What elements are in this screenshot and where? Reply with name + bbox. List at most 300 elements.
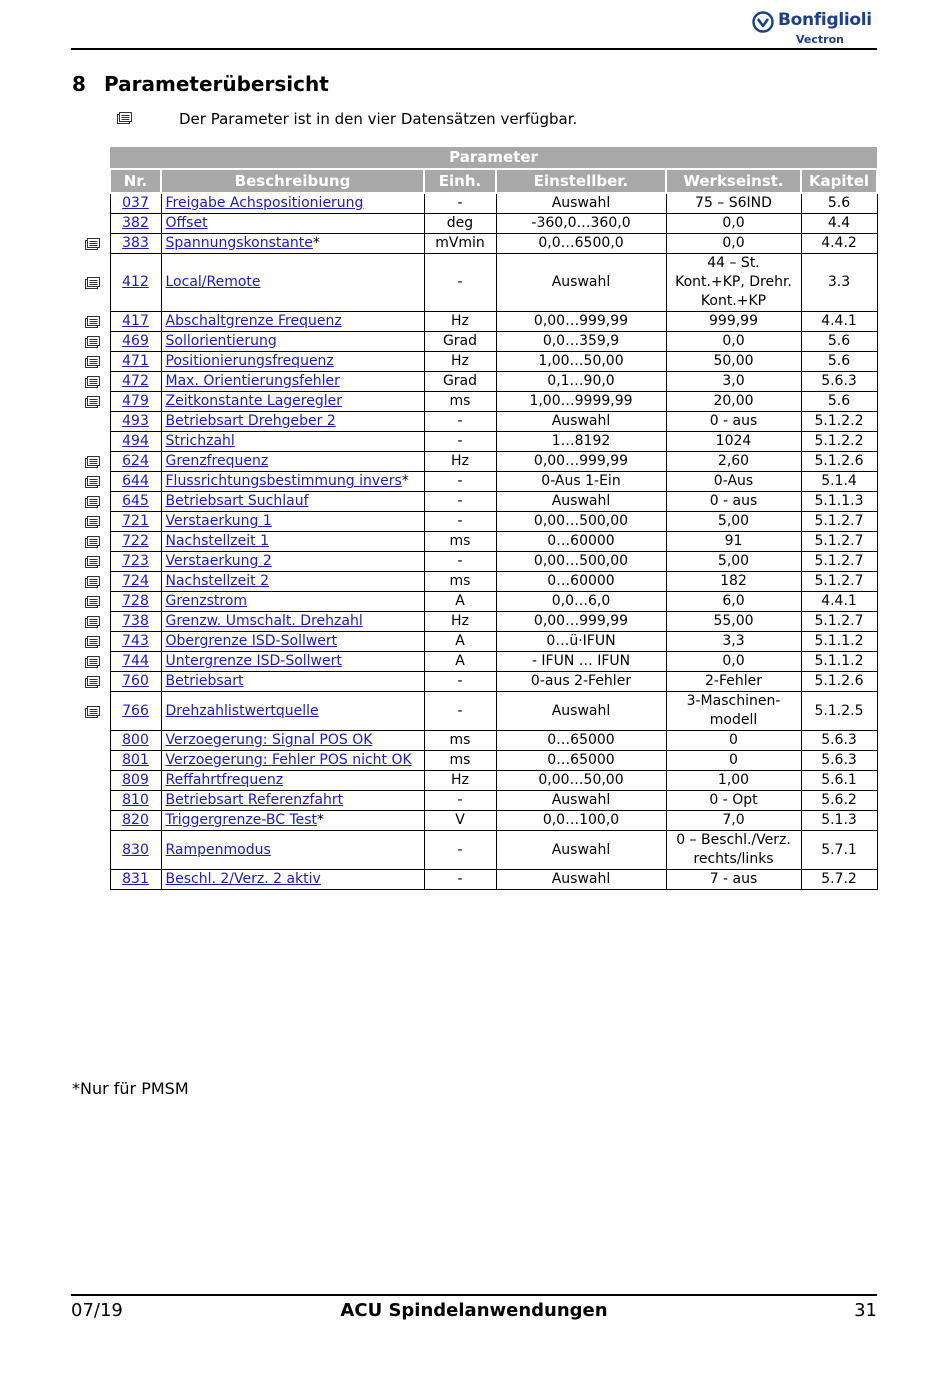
dataset-icon (84, 515, 100, 529)
param-unit: V (424, 811, 496, 831)
cell-nr (110, 432, 161, 452)
table-row (110, 612, 877, 632)
column-header-unit: Einh. (424, 169, 496, 193)
param-range: Auswahl (496, 870, 666, 890)
param-number-link[interactable]: 645 (122, 493, 149, 509)
brand-name: Bonfiglioli (778, 10, 872, 30)
param-chapter: 3.3 (801, 254, 877, 312)
param-description-link[interactable]: Betriebsart Drehgeber 2 (165, 413, 336, 429)
param-default: 3,0 (666, 372, 801, 392)
param-default: 0 - Opt (666, 791, 801, 811)
cell-desc (161, 811, 424, 831)
cell-desc (161, 672, 424, 692)
param-range: 0,0…359,9 (496, 332, 666, 352)
param-default: 1,00 (666, 771, 801, 791)
param-number-link[interactable]: 800 (122, 732, 149, 748)
table-row (110, 372, 877, 392)
section-number: 8 (72, 72, 86, 96)
param-chapter: 5.1.4 (801, 472, 877, 492)
param-default: 0,0 (666, 652, 801, 672)
param-default: 0 - aus (666, 412, 801, 432)
table-row (110, 552, 877, 572)
table-row (110, 452, 877, 472)
cell-nr (110, 692, 161, 731)
param-chapter: 5.1.1.2 (801, 652, 877, 672)
param-chapter: 5.1.2.7 (801, 532, 877, 552)
param-range: Auswahl (496, 831, 666, 870)
param-description-link[interactable]: Grenzfrequenz (165, 453, 269, 469)
param-unit: Grad (424, 372, 496, 392)
param-chapter: 5.6 (801, 332, 877, 352)
cell-nr (110, 771, 161, 791)
param-unit: ms (424, 731, 496, 751)
param-chapter: 5.6.1 (801, 771, 877, 791)
param-chapter: 5.1.2.6 (801, 672, 877, 692)
param-chapter: 5.1.2.2 (801, 432, 877, 452)
param-chapter: 5.1.2.7 (801, 512, 877, 532)
param-range: 0,1…90,0 (496, 372, 666, 392)
dataset-icon (84, 635, 100, 649)
param-description-link[interactable]: Rampenmodus (165, 841, 271, 858)
table-row (110, 870, 877, 890)
param-description-link[interactable]: Betriebsart (165, 673, 244, 689)
param-number-link[interactable]: 728 (122, 593, 149, 609)
cell-nr (110, 214, 161, 234)
cell-desc (161, 552, 424, 572)
param-description-link[interactable]: Grenzstrom (165, 593, 248, 609)
param-footnote-marker: * (401, 473, 409, 489)
table-row (110, 472, 877, 492)
param-unit: Hz (424, 452, 496, 472)
cell-desc (161, 592, 424, 612)
param-default: 7,0 (666, 811, 801, 831)
table-group-header: Parameter (110, 147, 877, 169)
param-default: 5,00 (666, 552, 801, 572)
param-footnote-marker: * (312, 235, 320, 251)
cell-desc (161, 751, 424, 771)
param-range: 0…60000 (496, 532, 666, 552)
cell-nr (110, 372, 161, 392)
param-default: 2,60 (666, 452, 801, 472)
param-number-link[interactable]: 738 (122, 613, 149, 629)
bonfiglioli-logo (752, 10, 877, 46)
param-default: 20,00 (666, 392, 801, 412)
param-unit: - (424, 193, 496, 214)
param-range: 1,00…50,00 (496, 352, 666, 372)
table-row (110, 771, 877, 791)
param-range: Auswahl (496, 193, 666, 214)
cell-nr (110, 234, 161, 254)
cell-desc (161, 452, 424, 472)
param-unit: A (424, 632, 496, 652)
param-number-link[interactable]: 412 (122, 274, 149, 290)
table-row (110, 831, 877, 870)
param-unit: - (424, 432, 496, 452)
cell-desc (161, 193, 424, 214)
cell-nr (110, 751, 161, 771)
param-number-link[interactable]: 831 (122, 871, 149, 887)
cell-nr (110, 332, 161, 352)
cell-desc (161, 372, 424, 392)
param-default: 0 (666, 751, 801, 771)
param-description-link[interactable]: Nachstellzeit 2 (165, 573, 269, 589)
param-description-link[interactable]: Verzoegerung: Fehler POS nicht OK (165, 752, 412, 768)
param-number-link[interactable]: 820 (122, 812, 149, 828)
param-range: Auswahl (496, 492, 666, 512)
cell-desc (161, 692, 424, 731)
param-chapter: 5.1.2.2 (801, 412, 877, 432)
column-header-default: Werkseinst. (666, 169, 801, 193)
dataset-icon (84, 655, 100, 669)
section-title (72, 72, 329, 96)
param-number-link[interactable]: 722 (122, 533, 149, 549)
param-range: - IFUN … IFUN (496, 652, 666, 672)
note-text: Der Parameter ist in den vier Datensätzen verfügbar. (179, 110, 578, 128)
param-number-link[interactable]: 830 (122, 841, 149, 858)
param-range: 0,0…100,0 (496, 811, 666, 831)
footer-document-title: ACU Spindelanwendungen (340, 1300, 608, 1321)
param-chapter: 4.4.1 (801, 312, 877, 332)
param-number-link[interactable]: 382 (122, 215, 149, 231)
cell-desc (161, 771, 424, 791)
param-default: 7 - aus (666, 870, 801, 890)
param-number-link[interactable]: 724 (122, 573, 149, 589)
param-range: 1,00…9999,99 (496, 392, 666, 412)
param-unit: Hz (424, 352, 496, 372)
dataset-icon (84, 705, 100, 719)
cell-nr (110, 672, 161, 692)
param-default: 999,99 (666, 312, 801, 332)
param-number-link[interactable]: 723 (122, 553, 149, 569)
param-description-link[interactable]: Spannungskonstante (165, 235, 313, 251)
param-chapter: 5.6 (801, 193, 877, 214)
param-unit: Grad (424, 332, 496, 352)
param-default: 0 (666, 731, 801, 751)
param-chapter: 5.6 (801, 352, 877, 372)
parameter-table (109, 147, 878, 890)
param-unit: A (424, 652, 496, 672)
cell-desc (161, 214, 424, 234)
param-unit: - (424, 791, 496, 811)
cell-desc (161, 870, 424, 890)
dataset-icon (116, 111, 132, 125)
cell-desc (161, 472, 424, 492)
cell-nr (110, 592, 161, 612)
cell-nr (110, 632, 161, 652)
param-default: 182 (666, 572, 801, 592)
dataset-icon (84, 237, 100, 251)
param-description-link[interactable]: Offset (165, 215, 208, 231)
table-row (110, 751, 877, 771)
param-number-link[interactable]: 743 (122, 633, 149, 649)
cell-desc (161, 831, 424, 870)
param-unit: ms (424, 572, 496, 592)
cell-desc (161, 332, 424, 352)
param-chapter: 5.1.2.7 (801, 612, 877, 632)
dataset-icon (84, 375, 100, 389)
table-row (110, 432, 877, 452)
param-description-link[interactable]: Zeitkonstante Lageregler (165, 393, 343, 409)
table-row (110, 692, 877, 731)
param-default: 91 (666, 532, 801, 552)
table-row (110, 412, 877, 432)
param-default: 5,00 (666, 512, 801, 532)
dataset-icon (84, 455, 100, 469)
cell-nr (110, 512, 161, 532)
param-range: 1…8192 (496, 432, 666, 452)
param-description-link[interactable]: Obergrenze ISD-Sollwert (165, 633, 338, 649)
table-row (110, 254, 877, 312)
param-description-link[interactable]: Triggergrenze-BC Test (165, 812, 318, 828)
param-unit: - (424, 672, 496, 692)
cell-desc (161, 492, 424, 512)
param-default: 0 - aus (666, 492, 801, 512)
param-range: 0,0…6500,0 (496, 234, 666, 254)
table-row (110, 392, 877, 412)
param-default: 0,0 (666, 214, 801, 234)
cell-desc (161, 412, 424, 432)
param-number-link[interactable]: 471 (122, 353, 149, 369)
cell-nr (110, 193, 161, 214)
param-number-link[interactable]: 469 (122, 333, 149, 349)
param-chapter: 5.6 (801, 392, 877, 412)
cell-nr (110, 412, 161, 432)
page-footer (71, 1294, 877, 1321)
cell-nr (110, 652, 161, 672)
param-description-link[interactable]: Betriebsart Referenzfahrt (165, 792, 344, 808)
param-number-link[interactable]: 721 (122, 513, 149, 529)
param-description-link[interactable]: Verstaerkung 2 (165, 553, 272, 569)
param-unit: A (424, 592, 496, 612)
param-number-link[interactable]: 766 (122, 702, 149, 719)
brand-sub: Vectron (796, 33, 844, 46)
param-default: 0,0 (666, 234, 801, 254)
param-default: 44 – St. Kont.+KP, Drehr. Kont.+KP (666, 254, 801, 312)
param-number-link[interactable]: 493 (122, 413, 149, 429)
param-chapter: 5.1.3 (801, 811, 877, 831)
cell-nr (110, 552, 161, 572)
param-default: 3-Maschinen-modell (666, 692, 801, 731)
table-column-header-row (110, 169, 877, 193)
param-unit: Hz (424, 612, 496, 632)
dataset-icon (84, 495, 100, 509)
param-unit: Hz (424, 312, 496, 332)
dataset-icon (84, 475, 100, 489)
param-unit: mVmin (424, 234, 496, 254)
param-description-link[interactable]: Beschl. 2/Verz. 2 aktiv (165, 871, 321, 887)
param-chapter: 5.1.1.2 (801, 632, 877, 652)
param-description-link[interactable]: Sollorientierung (165, 333, 277, 349)
param-unit: - (424, 472, 496, 492)
table-row (110, 572, 877, 592)
param-description-link[interactable]: Betriebsart Suchlauf (165, 493, 309, 509)
param-range: Auswahl (496, 412, 666, 432)
param-description-link[interactable]: Max. Orientierungsfehler (165, 373, 340, 389)
param-number-link[interactable]: 479 (122, 393, 149, 409)
cell-nr (110, 532, 161, 552)
dataset-icon (84, 595, 100, 609)
param-description-link[interactable]: Flussrichtungsbestimmung invers (165, 473, 402, 489)
param-unit: - (424, 254, 496, 312)
param-range: 0-aus 2-Fehler (496, 672, 666, 692)
cell-desc (161, 612, 424, 632)
table-row (110, 193, 877, 214)
param-default: 0,0 (666, 332, 801, 352)
param-range: 0…65000 (496, 751, 666, 771)
param-number-link[interactable]: 383 (122, 235, 149, 251)
dataset-icon (84, 675, 100, 689)
param-unit: ms (424, 532, 496, 552)
param-number-link[interactable]: 801 (122, 752, 149, 768)
cell-nr (110, 572, 161, 592)
dataset-icon (84, 335, 100, 349)
param-default: 3,3 (666, 632, 801, 652)
param-description-link[interactable]: Untergrenze ISD-Sollwert (165, 653, 342, 669)
param-default: 50,00 (666, 352, 801, 372)
param-default: 1024 (666, 432, 801, 452)
param-default: 2-Fehler (666, 672, 801, 692)
param-number-link[interactable]: 037 (122, 195, 149, 211)
param-description-link[interactable]: Abschaltgrenze Frequenz (165, 313, 342, 329)
param-chapter: 5.6.3 (801, 731, 877, 751)
table-group-header-row (110, 147, 877, 169)
param-range: Auswahl (496, 791, 666, 811)
param-unit: - (424, 552, 496, 572)
param-chapter: 5.7.2 (801, 870, 877, 890)
param-range: 0,00…500,00 (496, 552, 666, 572)
table-row (110, 652, 877, 672)
param-description-link[interactable]: Reffahrtfrequenz (165, 772, 284, 788)
param-description-link[interactable]: Freigabe Achspositionierung (165, 195, 364, 211)
param-unit: Hz (424, 771, 496, 791)
param-chapter: 5.1.2.7 (801, 552, 877, 572)
table-row (110, 632, 877, 652)
param-unit: ms (424, 751, 496, 771)
param-number-link[interactable]: 760 (122, 673, 149, 689)
param-number-link[interactable]: 494 (122, 433, 149, 449)
param-range: 0…60000 (496, 572, 666, 592)
parameter-table-wrap (109, 147, 878, 890)
param-unit: ms (424, 392, 496, 412)
param-range: 0,00…500,00 (496, 512, 666, 532)
table-row (110, 811, 877, 831)
param-chapter: 5.7.1 (801, 831, 877, 870)
param-description-link[interactable]: Local/Remote (165, 274, 261, 290)
cell-desc (161, 254, 424, 312)
param-range: 0…65000 (496, 731, 666, 751)
cell-nr (110, 392, 161, 412)
param-unit: - (424, 512, 496, 532)
dataset-icon (84, 395, 100, 409)
cell-desc (161, 312, 424, 332)
param-range: 0,00…999,99 (496, 452, 666, 472)
cell-nr (110, 352, 161, 372)
table-row (110, 214, 877, 234)
table-row (110, 791, 877, 811)
param-number-link[interactable]: 644 (122, 473, 149, 489)
table-row (110, 532, 877, 552)
param-chapter: 5.1.1.3 (801, 492, 877, 512)
param-chapter: 5.6.2 (801, 791, 877, 811)
param-range: 0,00…999,99 (496, 612, 666, 632)
param-chapter: 5.1.2.6 (801, 452, 877, 472)
cell-nr (110, 312, 161, 332)
column-header-chapter: Kapitel (801, 169, 877, 193)
param-default: 55,00 (666, 612, 801, 632)
param-chapter: 4.4.1 (801, 592, 877, 612)
param-default: 0 – Beschl./Verz. rechts/links (666, 831, 801, 870)
param-range: 0,00…999,99 (496, 312, 666, 332)
cell-nr (110, 254, 161, 312)
param-number-link[interactable]: 417 (122, 313, 149, 329)
section-heading: Parameterübersicht (104, 72, 329, 96)
cell-desc (161, 392, 424, 412)
param-description-link[interactable]: Grenzw. Umschalt. Drehzahl (165, 613, 363, 629)
table-row (110, 731, 877, 751)
param-description-link[interactable]: Verstaerkung 1 (165, 513, 272, 529)
cell-nr (110, 811, 161, 831)
cell-nr (110, 731, 161, 751)
param-range: Auswahl (496, 254, 666, 312)
table-row (110, 512, 877, 532)
cell-nr (110, 492, 161, 512)
param-default: 0-Aus (666, 472, 801, 492)
cell-nr (110, 870, 161, 890)
param-description-link[interactable]: Verzoegerung: Signal POS OK (165, 732, 373, 748)
param-default: 75 – S6IND (666, 193, 801, 214)
param-unit: deg (424, 214, 496, 234)
table-row (110, 332, 877, 352)
cell-desc (161, 652, 424, 672)
column-header-description: Beschreibung (161, 169, 424, 193)
param-unit: - (424, 831, 496, 870)
cell-nr (110, 452, 161, 472)
dataset-icon (84, 555, 100, 569)
param-unit: - (424, 412, 496, 432)
page-header (71, 8, 877, 50)
param-number-link[interactable]: 744 (122, 653, 149, 669)
bonfiglioli-logo-icon (752, 11, 774, 33)
param-range: 0,0…6,0 (496, 592, 666, 612)
param-unit: - (424, 692, 496, 731)
column-header-nr: Nr. (110, 169, 161, 193)
param-description-link[interactable]: Positionierungsfrequenz (165, 353, 334, 369)
param-number-link[interactable]: 810 (122, 792, 149, 808)
dataset-icon (84, 575, 100, 589)
table-row (110, 312, 877, 332)
param-description-link[interactable]: Strichzahl (165, 433, 235, 449)
cell-nr (110, 612, 161, 632)
param-chapter: 5.1.2.5 (801, 692, 877, 731)
dataset-icon (84, 615, 100, 629)
param-description-link[interactable]: Drehzahlistwertquelle (165, 702, 319, 719)
table-row (110, 234, 877, 254)
param-description-link[interactable]: Nachstellzeit 1 (165, 533, 269, 549)
cell-nr (110, 791, 161, 811)
param-chapter: 5.1.2.7 (801, 572, 877, 592)
param-number-link[interactable]: 624 (122, 453, 149, 469)
param-number-link[interactable]: 472 (122, 373, 149, 389)
table-row (110, 352, 877, 372)
dataset-icon (84, 535, 100, 549)
cell-desc (161, 731, 424, 751)
param-unit: - (424, 870, 496, 890)
dataset-icon (84, 276, 100, 290)
param-range: 0-Aus 1-Ein (496, 472, 666, 492)
table-row (110, 592, 877, 612)
param-number-link[interactable]: 809 (122, 772, 149, 788)
cell-desc (161, 632, 424, 652)
